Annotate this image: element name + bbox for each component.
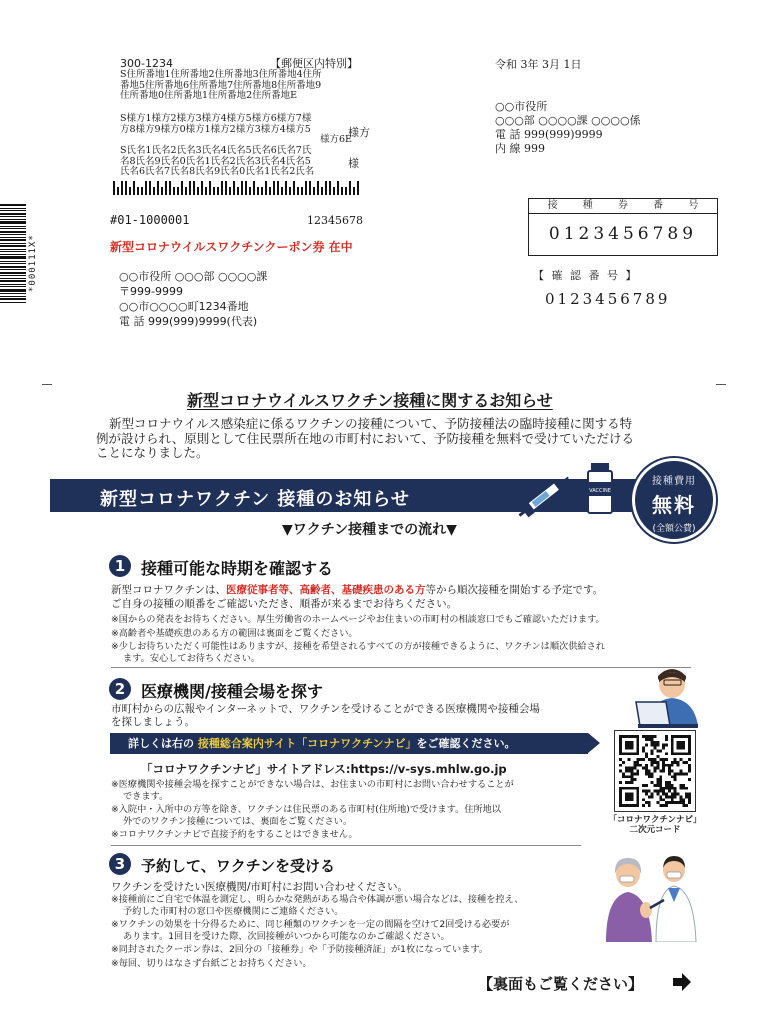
- postal-barcode: [113, 181, 359, 195]
- banner-title: 新型コロナワクチン 接種のお知らせ: [100, 489, 410, 510]
- step-1-text: 等から順次接種を開始する予定です。: [425, 584, 604, 596]
- recipient-line: S様方1様方2様方3様方4様方5様方6様方7様: [120, 113, 312, 124]
- step-1-highlight: 医療従事者等、高齢者、基礎疾患のある方: [225, 584, 426, 596]
- back-side-notice: 【裏面もご覧ください】: [478, 975, 644, 993]
- qr-caption: [604, 815, 706, 835]
- ticket-header-char: 券: [617, 200, 628, 211]
- return-line: 〒999-9999: [119, 285, 183, 298]
- vertical-barcode-text: *000111X*: [28, 234, 38, 292]
- note: ※少しお待ちいただく可能性はありますが、接種を希望されるすべての方が接種できるように、ワクチンは順次供給され: [111, 641, 605, 652]
- note: ※高齢者や基礎疾患のある方の範囲は裏面をご覧ください。: [111, 627, 358, 639]
- cut-mark-right: [716, 384, 726, 385]
- step-1-notes: [111, 614, 605, 664]
- note: ※同封されたクーポン券は、2回分の「接種券」や「予防接種済証」が1枚になっています。: [111, 944, 488, 955]
- recipient-block: [120, 114, 352, 146]
- step-1-line: ご自身の接種の順番をご確認いただき、順番が来るまでお待ちください。: [111, 598, 458, 610]
- name-line: S氏名1氏名2氏名3氏名4氏名5氏名6氏名7氏: [120, 145, 312, 156]
- ticket-header-char: 種: [582, 200, 593, 211]
- sender-dept: ○○○部 ○○○○課 ○○○○係: [495, 114, 641, 127]
- address-block: [120, 70, 322, 102]
- badge-bottom: (全額公費): [652, 524, 696, 534]
- navi-bar: [110, 733, 588, 754]
- ticket-number-header: [529, 199, 717, 214]
- note: ※医療機関や接種会場を探すことができない場合は、お住まいの市町村にお問い合わせすることが: [111, 779, 514, 790]
- navi-text: 詳しくは右の: [128, 737, 194, 750]
- step-1-text: 新型コロナワクチンは、: [111, 584, 226, 596]
- enclosed-notice: 新型コロナウイルスワクチンクーポン券 在中: [110, 240, 353, 254]
- badge-main: 無料: [652, 493, 696, 517]
- address-line: S住所番地1住所番地2住所番地3住所番地4住所: [120, 69, 322, 80]
- step-3-title: 予約して、ワクチンを受ける: [141, 857, 335, 875]
- code-number: #01-1000001: [110, 213, 190, 227]
- step-2-notes: [111, 779, 514, 841]
- return-line: 電 話 999(999)9999(代表): [119, 315, 258, 328]
- recipient-line: 様方6E: [320, 134, 352, 145]
- qr-code-image: [619, 735, 691, 807]
- note: 外でのワクチン接種については、裏面をご覧ください。: [123, 815, 353, 827]
- step-2-number: 2: [109, 678, 131, 700]
- flow-title: ▼ワクチン接種までの流れ▼: [282, 522, 457, 538]
- return-line: ○○市役所 ○○○部 ○○○○課: [119, 270, 268, 283]
- step-divider: [111, 845, 581, 846]
- step-1-title: 接種可能な時期を確認する: [141, 559, 334, 578]
- badge-top: 接種費用: [652, 476, 696, 487]
- free-cost-badge: [632, 458, 716, 542]
- postal-special-label: 【郵便区内特別】: [270, 57, 358, 70]
- step-1-line: [111, 583, 603, 597]
- return-line: ○○市○○○○町1234番地: [119, 300, 249, 313]
- note: ※入院中・入所中の方等を除き、ワクチンは住民票のある市町村(住所地)で受けます。住所地以: [111, 804, 501, 815]
- sender-tel: 電 話 999(999)9999: [495, 128, 603, 141]
- name-line: 氏名6氏名7氏名8氏名9氏名0氏名1氏名2氏名: [120, 166, 315, 177]
- ticket-header-char: 接: [547, 200, 558, 211]
- vaccine-vial-icon: [582, 462, 618, 516]
- step-2-body: [111, 703, 540, 729]
- note: ※コロナワクチンナビで直接予約をすることはできません。: [111, 829, 358, 840]
- note: ※国からの発表をお待ちください。厚生労働省のホームページやお住まいの市町村の相談窓口でもご確認いただけます。: [111, 614, 605, 625]
- step-2-line: を探しましょう。: [111, 716, 195, 728]
- ticket-header-char: 号: [688, 200, 699, 211]
- step-3-line: ワクチンを受けたい医療機関/市町村にお問い合わせください。: [111, 881, 409, 893]
- ticket-header-char: 番: [653, 200, 664, 211]
- ticket-number-box: [528, 198, 718, 256]
- vial-label: VACCINE: [589, 488, 611, 494]
- qr-caption-line: 二次元コード: [629, 825, 681, 835]
- step-1-number: 1: [109, 555, 131, 577]
- note: ※毎回、切りはなさず台紙ごとお持ちください。: [111, 957, 312, 969]
- sender-office: ○○市役所: [495, 100, 548, 113]
- vaccination-illustration: [598, 852, 702, 942]
- step-2-title: 医療機関/接種会場を探す: [141, 682, 323, 701]
- confirm-label: 【 確 認 番 号 】: [533, 269, 639, 282]
- navi-site-name: 接種総合案内サイト「コロナワクチンナビ」: [197, 737, 417, 750]
- sender-block: [495, 100, 641, 156]
- postal-code: 300-1234: [120, 57, 173, 70]
- vertical-barcode: [0, 204, 26, 282]
- notice-line: ことになりました。: [96, 445, 209, 460]
- note: できます。: [123, 790, 169, 802]
- person-laptop-illustration: [628, 664, 710, 730]
- navi-text: をご確認ください。: [416, 737, 516, 750]
- notice-line: 例が設けられ、原則として住民票所在地の市町村において、予防接種を無料で受けていただける: [96, 430, 635, 446]
- recipient-suffix: 様方: [348, 126, 370, 139]
- note: ます。安心してお待ちください。: [123, 652, 261, 664]
- notice-body: [96, 417, 634, 461]
- notice-line: 新型コロナウイルス感染症に係るワクチンの接種について、予防接種法の臨時接種に関する特: [109, 416, 633, 431]
- sender-ext: 内 線 999: [495, 142, 545, 155]
- address-line: 住所番地0住所番地1住所番地2住所番地E: [120, 90, 298, 101]
- step-3-notes: [111, 894, 524, 969]
- name-suffix: 様: [348, 157, 359, 170]
- name-line: 名8氏名9氏名0氏名1氏名2氏名3氏名4氏名5: [120, 155, 311, 167]
- qr-caption-line: 「コロナワクチンナビ」: [608, 815, 702, 825]
- step-1-body: [111, 583, 603, 611]
- arrow-right-icon: [673, 973, 691, 991]
- cut-mark-left: [42, 384, 52, 385]
- issue-date: 令和 3年 3月 1日: [495, 58, 582, 71]
- step-divider: [111, 667, 691, 668]
- return-address-block: [119, 269, 267, 329]
- ticket-number: 0123456789: [548, 224, 698, 244]
- step-3-number: 3: [109, 853, 131, 875]
- step-2-line: 市町村からの広報やインターネットで、ワクチンを受けることができる医療機関や接種会場: [111, 703, 540, 715]
- recipient-line: 方8様方9様方0様方1様方2様方3様方4様方5: [120, 123, 311, 135]
- note: ※ワクチンの効果を十分得るために、同じ種類のワクチンを一定の間隔を空けて2回受ける必要が: [111, 919, 510, 930]
- notice-title: 新型コロナウイルスワクチン接種に関するお知らせ: [187, 391, 553, 410]
- note: ※接種前にご自宅で体温を測定し、明らかな発熱がある場合や体調が悪い場合などは、接種を控え、: [111, 894, 524, 905]
- note: あります。1回目を受けた際、次回接種がいつから可能なのかご確認ください。: [123, 930, 450, 942]
- syringe-icon: [516, 468, 578, 520]
- note: 予約した市町村の窓口や医療機関にご連絡ください。: [123, 905, 344, 917]
- address-line: 番地5住所番地6住所番地7住所番地8住所番地9: [120, 79, 322, 91]
- navi-arrow-icon: [588, 733, 600, 753]
- name-block: [120, 146, 314, 178]
- site-address[interactable]: 「コロナワクチンナビ」サイトアドレス:https://v-sys.mhlw.go.jp: [141, 762, 507, 776]
- id-number: 12345678: [307, 214, 363, 227]
- confirm-number: 0123456789: [545, 290, 671, 308]
- qr-code[interactable]: [614, 730, 696, 812]
